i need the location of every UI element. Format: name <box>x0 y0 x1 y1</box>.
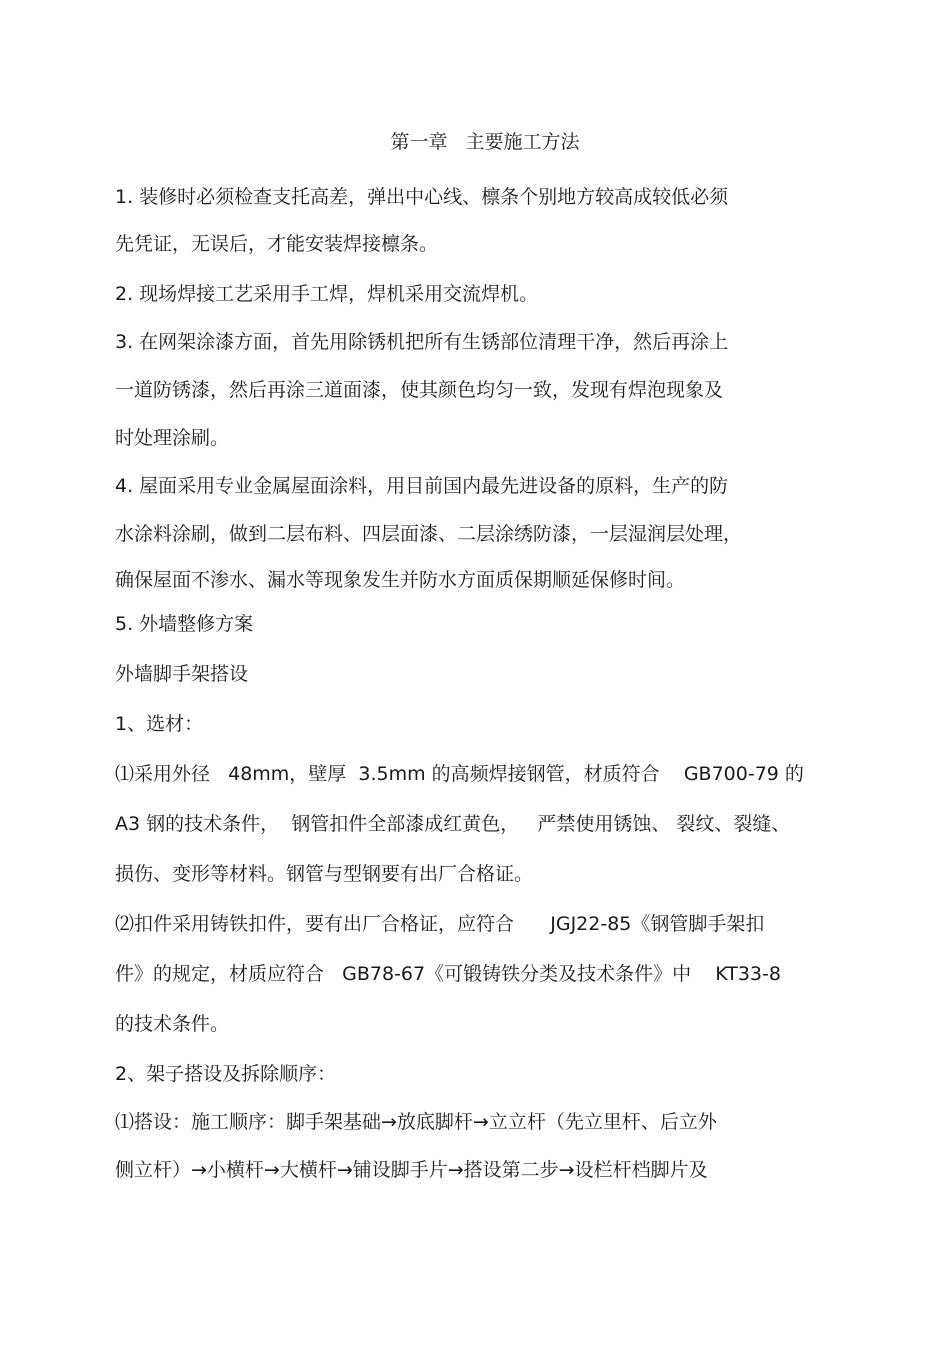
paragraph-line: 3. 在网架涂漆方面，首先用除锈机把所有生锈部位清理干净，然后再涂上 <box>115 331 729 353</box>
paragraph-line: 1. 装修时必须检查支托高差，弹出中心线、檩条个别地方较高成较低必须 <box>115 186 729 208</box>
paragraph-line: A3 钢的技术条件， 钢管扣件全部漆成红黄色， 严禁使用锈蚀、 裂纹、裂缝、 <box>115 813 791 835</box>
paragraph-line: 一道防锈漆，然后再涂三道面漆，使其颜色均匀一致，发现有焊泡现象及 <box>115 379 724 401</box>
paragraph-line: 确保屋面不渗水、漏水等现象发生并防水方面质保期顺延保修时间。 <box>115 569 686 591</box>
paragraph-line: ⑴采用外径 48mm，壁厚 3.5mm 的高频焊接钢管，材质符合 GB700-79 的 <box>115 763 804 785</box>
section-heading: 5. 外墙整修方案 <box>115 613 254 635</box>
paragraph-line: ⑴搭设：施工顺序：脚手架基础→放底脚杆→立立杆（先立里杆、后立外 <box>115 1111 717 1133</box>
paragraph-line: 2. 现场焊接工艺采用手工焊，焊机采用交流焊机。 <box>115 283 539 305</box>
item-heading: 1、选材： <box>115 713 204 735</box>
paragraph-line: 先凭证，无误后，才能安装焊接檩条。 <box>115 233 439 255</box>
paragraph-line: ⑵扣件采用铸铁扣件，要有出厂合格证，应符合 JGJ22-85《钢管脚手架扣 <box>115 913 765 935</box>
chapter-title: 第一章 主要施工方法 <box>390 131 580 153</box>
paragraph-line: 的技术条件。 <box>115 1013 230 1035</box>
item-heading: 2、架子搭设及拆除顺序： <box>115 1063 337 1085</box>
paragraph-line: 侧立杆）→小横杆→大横杆→铺设脚手片→搭设第二步→设栏杆档脚片及 <box>115 1159 708 1181</box>
paragraph-line: 时处理涂刷。 <box>115 427 230 449</box>
paragraph-line: 损伤、变形等材料。钢管与型钢要有出厂合格证。 <box>115 863 534 885</box>
paragraph-line: 件》的规定，材质应符合 GB78-67《可锻铸铁分类及技术条件》中 KT33-8 <box>115 963 781 985</box>
subsection-heading: 外墙脚手架搭设 <box>115 663 249 685</box>
paragraph-line: 4. 屋面采用专业金属屋面涂料，用目前国内最先进设备的原料，生产的防 <box>115 475 729 497</box>
paragraph-line: 水涂料涂刷，做到二层布料、四层面漆、二层涂绣防漆，一层湿润层处理， <box>115 523 743 545</box>
